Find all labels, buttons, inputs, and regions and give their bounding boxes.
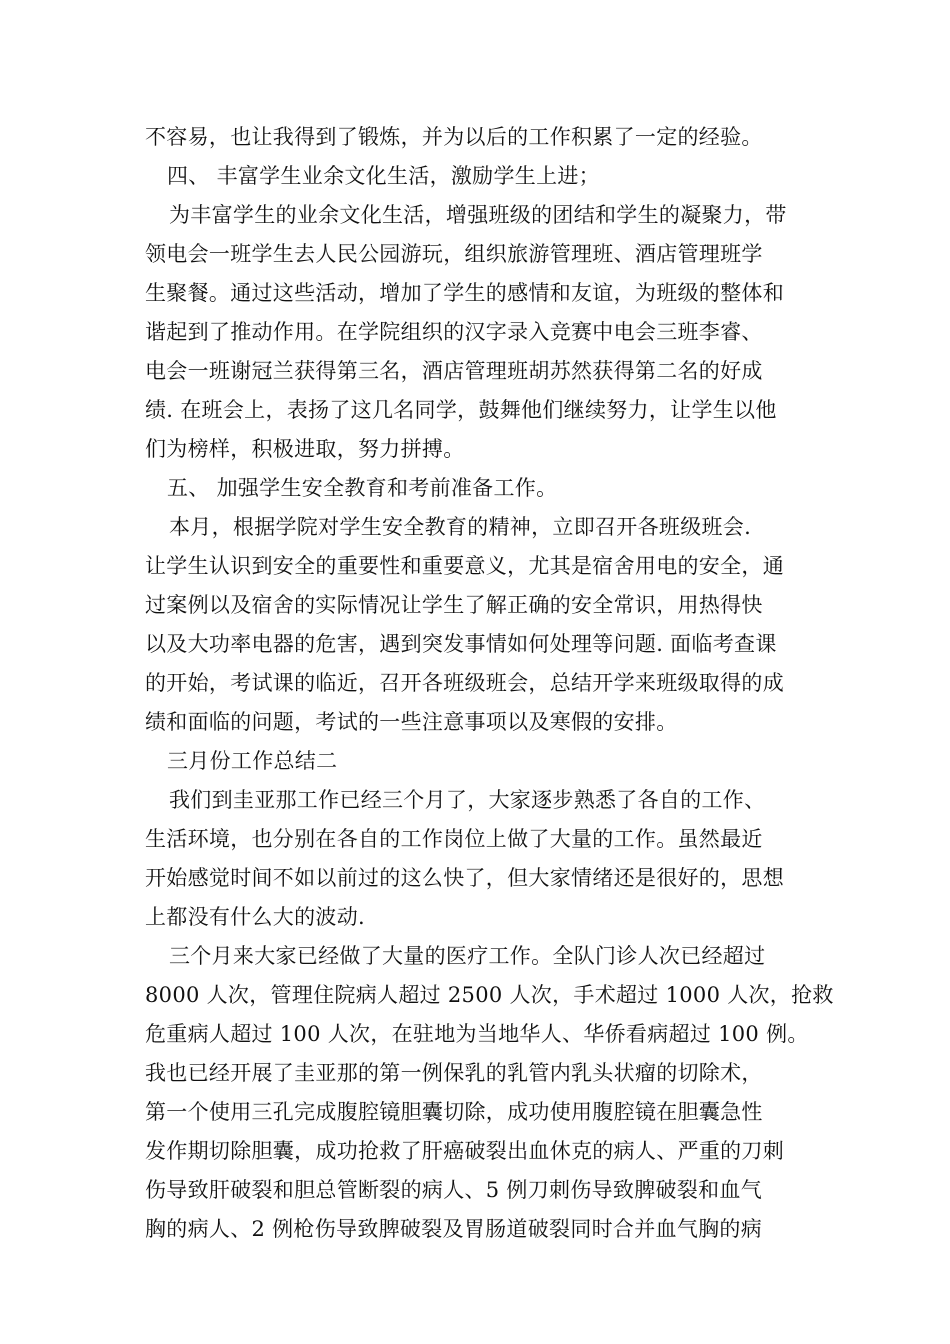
- text-line: 绩和面临的问题，考试的一些注意事项以及寒假的安排。: [145, 710, 678, 734]
- text-line: 开始感觉时间不如以前过的这么快了，但大家情绪还是很好的，思想: [145, 866, 784, 890]
- paragraph-start: 三个月来大家已经做了大量的医疗工作。全队门诊人次已经超过: [169, 944, 766, 968]
- text-line: 发作期切除胆囊，成功抢救了肝癌破裂出血休克的病人、严重的刀刺: [145, 1139, 784, 1163]
- text-line: 我也已经开展了圭亚那的第一例保乳的乳管内乳头状瘤的切除术，: [145, 1061, 763, 1085]
- text-line: 生活环境，也分别在各自的工作岗位上做了大量的工作。虽然最近: [145, 827, 763, 851]
- text-line: 以及大功率电器的危害，遇到突发事情如何处理等问题. 面临考查课: [145, 632, 777, 656]
- section-heading-5: 五、 加强学生安全教育和考前准备工作。: [167, 476, 558, 500]
- paragraph-start: 我们到圭亚那工作已经三个月了，大家逐步熟悉了各自的工作、: [169, 788, 766, 812]
- text-line: 胸的病人、2 例枪伤导致脾破裂及胃肠道破裂同时合并血气胸的病: [145, 1217, 763, 1241]
- text-line: 8000 人次，管理住院病人超过 2500 人次，手术超过 1000 人次，抢救: [145, 983, 834, 1007]
- text-line: 危重病人超过 100 人次，在驻地为当地华人、华侨看病超过 100 例。: [145, 1022, 809, 1046]
- paragraph-start: 本月，根据学院对学生安全教育的精神，立即召开各班级班会.: [169, 515, 752, 539]
- text-line: 们为榜样，积极进取，努力拼搏。: [145, 437, 465, 461]
- text-line: 让学生认识到安全的重要性和重要意义，尤其是宿舍用电的安全，通: [145, 554, 784, 578]
- text-line: 伤导致肝破裂和胆总管断裂的病人、5 例刀刺伤导致脾破裂和血气: [145, 1178, 763, 1202]
- body-text: [145, 118, 834, 1249]
- document-subtitle: 三月份工作总结二: [167, 749, 338, 773]
- text-line: 生聚餐。通过这些活动，增加了学生的感情和友谊，为班级的整体和: [145, 281, 784, 305]
- text-line: 谐起到了推动作用。在学院组织的汉字录入竞赛中电会三班李睿、: [145, 320, 763, 344]
- section-heading-4: 四、 丰富学生业余文化生活，激励学生上进；: [167, 164, 600, 188]
- text-line: 电会一班谢冠兰获得第三名，酒店管理班胡苏然获得第二名的好成: [145, 359, 763, 383]
- paragraph-start: 为丰富学生的业余文化生活，增强班级的团结和学生的凝聚力，带: [169, 203, 787, 227]
- text-line: 过案例以及宿舍的实际情况让学生了解正确的安全常识，用热得快: [145, 593, 763, 617]
- text-line: 的开始，考试课的临近，召开各班级班会，总结开学来班级取得的成: [145, 671, 784, 695]
- text-line: 绩. 在班会上，表扬了这几名同学，鼓舞他们继续努力，让学生以他: [145, 398, 777, 422]
- text-line: 不容易，也让我得到了锻炼，并为以后的工作积累了一定的经验。: [145, 125, 763, 149]
- text-line: 第一个使用三孔完成腹腔镜胆囊切除，成功使用腹腔镜在胆囊急性: [145, 1100, 763, 1124]
- text-line: 领电会一班学生去人民公园游玩，组织旅游管理班、酒店管理班学: [145, 242, 763, 266]
- text-line: 上都没有什么大的波动.: [145, 905, 365, 929]
